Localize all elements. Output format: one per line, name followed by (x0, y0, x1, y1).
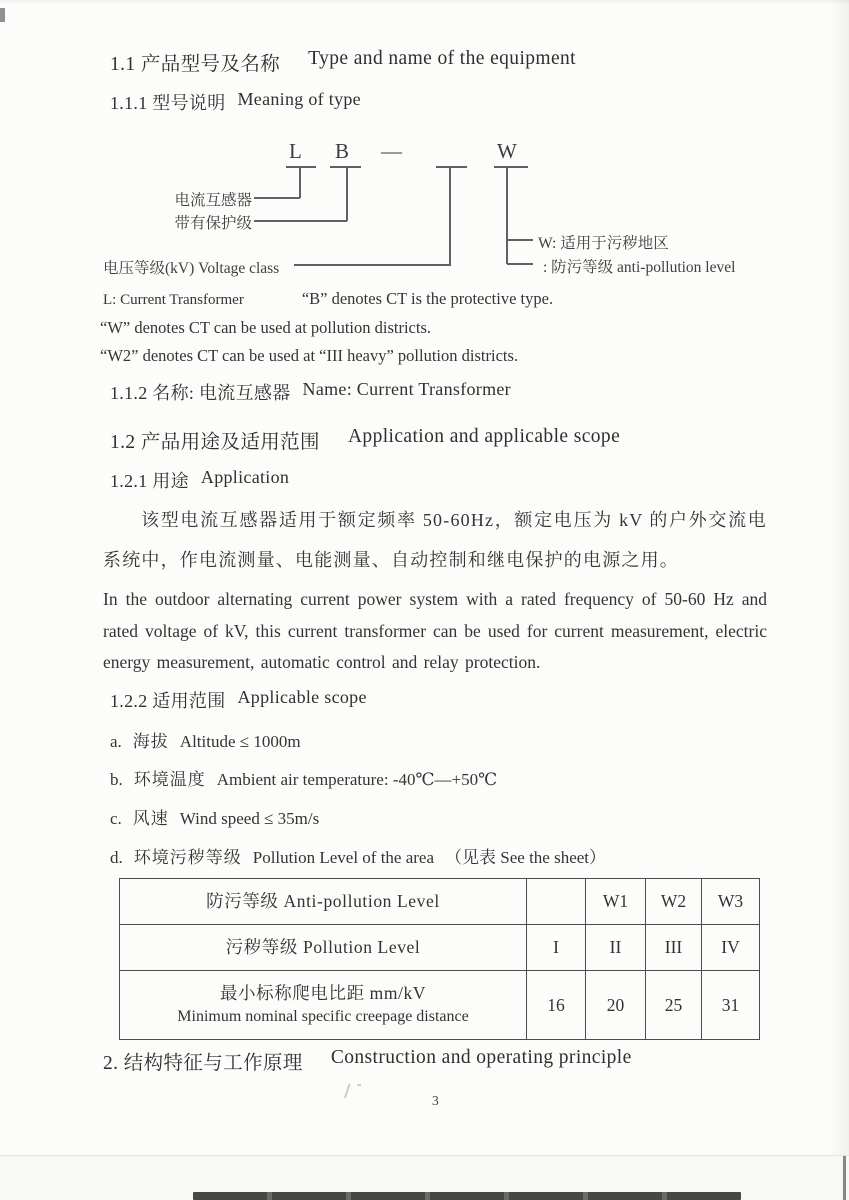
table-row2-label (120, 925, 527, 971)
section-heading-1-2-cn: 1.2 产品用途及适用范围 (110, 432, 320, 453)
section-heading-1-1 (110, 48, 576, 76)
section-heading-1-1-1 (110, 89, 361, 115)
page-number: 3 (432, 1093, 439, 1108)
table-row1-cell-w3: W3 (702, 879, 759, 925)
table-row3-cell-25: 25 (646, 971, 702, 1039)
section-heading-1-1-2-en: Name: Current Transformer (302, 379, 511, 399)
pollution-level-table (119, 878, 760, 1040)
scope-item-cn: 环境污秽等级 (133, 848, 242, 867)
scope-item-en: Ambient air temperature: -40℃—+50℃ (216, 770, 498, 789)
note-w2-meaning: “W2” denotes CT can be used at “III heavy” pollution districts. (100, 346, 519, 365)
scope-item-en: Altitude ≤ 1000m (179, 732, 301, 751)
section-heading-1-1-en: Type and name of the equipment (308, 48, 576, 69)
application-paragraph-en: In the outdoor alternating current power system with a rated frequency of 50-60 Hz and rated voltage of kV, this current transformer can be used for current measurement, electric energy measurement, automatic control and relay protection. (103, 589, 767, 672)
scan-top-edge-shadow (0, 0, 849, 4)
scope-item-altitude (110, 727, 301, 752)
scope-item-wind-speed (110, 804, 319, 829)
diagram-hline-protective (254, 220, 347, 222)
table-row2-cell-3: III (646, 925, 702, 971)
diagram-letter-w: W (497, 139, 517, 163)
section-heading-1-2-2 (110, 687, 367, 713)
table-row2-cell-1: I (527, 925, 586, 971)
scan-right-edge-line (843, 1156, 846, 1200)
scan-speck-top-left (0, 8, 5, 22)
table-row1-cell-w2: W2 (646, 879, 702, 925)
table-row2-cell-4: IV (702, 925, 759, 971)
diagram-vline-l (299, 166, 301, 198)
section-heading-1-2 (110, 426, 620, 454)
scope-item-letter: c. (110, 809, 122, 828)
section-heading-1-2-2-cn: 1.2.2 适用范围 (110, 691, 226, 711)
diagram-hline-anti (507, 263, 533, 265)
section-heading-1-2-1 (110, 467, 289, 493)
table-row1-cell-w1: W1 (586, 879, 646, 925)
section-heading-1-2-1-cn: 1.2.1 用途 (110, 471, 189, 491)
diagram-underline-w (494, 166, 528, 168)
diagram-vline-voltage (449, 166, 451, 266)
scope-item-cn: 海拔 (132, 732, 169, 751)
scope-item-letter: b. (110, 770, 123, 789)
note-w-meaning: “W” denotes CT can be used at pollution districts. (100, 318, 431, 337)
note-l-meaning: L: Current Transformer (103, 292, 244, 308)
table-row2-cell-2: II (586, 925, 646, 971)
scope-item-cn: 风速 (132, 809, 169, 828)
scope-item-extra: （见表 See the sheet） (445, 848, 607, 867)
section-heading-2-en: Construction and operating principle (330, 1047, 632, 1068)
table-row3-label (120, 971, 527, 1039)
diagram-vline-b (346, 166, 348, 221)
diagram-label-pollution-area: W: 适用于污秽地区 (538, 235, 669, 252)
table-row1-label-text: 防污等级 Anti-pollution Level (206, 891, 440, 911)
diagram-label-voltage-class: 电压等级(kV) Voltage class (103, 260, 280, 277)
scope-item-letter: d. (110, 848, 123, 867)
scope-item-temperature (110, 765, 497, 790)
section-heading-1-2-2-en: Applicable scope (237, 687, 367, 707)
diagram-label-current-transformer: 电流互感器 (174, 192, 252, 209)
section-heading-1-1-1-cn: 1.1.1 型号说明 (110, 93, 226, 113)
diagram-hline-voltage (294, 264, 450, 266)
table-row3-cell-31: 31 (721, 994, 740, 1015)
diagram-letter-b: B (335, 139, 350, 163)
diagram-dash: — (381, 139, 402, 163)
section-heading-1-2-1-en: Application (200, 467, 290, 487)
pencil-smudge (344, 1084, 360, 1102)
section-heading-1-1-2-cn: 1.1.2 名称: 电流互感器 (110, 383, 291, 403)
table-row3-cell-16: 16 (527, 971, 586, 1039)
table-row3-label-en: Minimum nominal specific creepage distance (177, 1008, 469, 1025)
scan-next-page-dark-strip (193, 1192, 741, 1200)
diagram-underline-voltage (436, 166, 467, 168)
section-heading-2 (103, 1047, 632, 1075)
section-heading-1-2-en: Application and applicable scope (347, 426, 621, 447)
section-heading-1-1-2 (110, 379, 511, 405)
scope-item-pollution-level (110, 843, 606, 868)
diagram-label-anti-pollution-level: : 防污等级 anti-pollution level (543, 259, 736, 276)
table-row1-cell-blank (527, 879, 586, 925)
diagram-label-protective-class: 带有保护级 (174, 215, 252, 232)
application-paragraph-cn: 该型电流互感器适用于额定频率 50-60Hz，额定电压为 kV 的户外交流电系统中，作电流测量、电能测量、自动控制和继电保护的电源之用。 (103, 510, 767, 570)
section-heading-2-cn: 2. 结构特征与工作原理 (103, 1053, 303, 1074)
table-row3-cell-20: 20 (586, 971, 646, 1039)
diagram-hline-w (507, 239, 533, 241)
diagram-hline-current-transformer (254, 197, 300, 199)
scope-item-en: Wind speed ≤ 35m/s (179, 809, 320, 828)
diagram-vline-w (506, 166, 508, 264)
pencil-smudge-dot (357, 1084, 361, 1086)
table-row2-label-text: 污秽等级 Pollution Level (225, 937, 421, 957)
scope-item-letter: a. (110, 732, 122, 751)
table-row3-label-cn: 最小标称爬电比距 mm/kV (219, 983, 427, 1003)
note-line-lb (103, 289, 553, 309)
scope-item-en: Pollution Level of the area (252, 848, 435, 867)
diagram-letter-l: L (289, 139, 302, 163)
section-heading-1-1-cn: 1.1 产品型号及名称 (110, 54, 281, 75)
section-heading-1-1-1-en: Meaning of type (237, 89, 361, 109)
scan-right-edge-shadow (830, 0, 849, 1155)
note-b-meaning: “B” denotes CT is the protective type. (301, 289, 554, 308)
table-row1-label (120, 879, 527, 925)
scope-item-cn: 环境温度 (133, 770, 206, 789)
diagram-underline-l (286, 166, 316, 168)
